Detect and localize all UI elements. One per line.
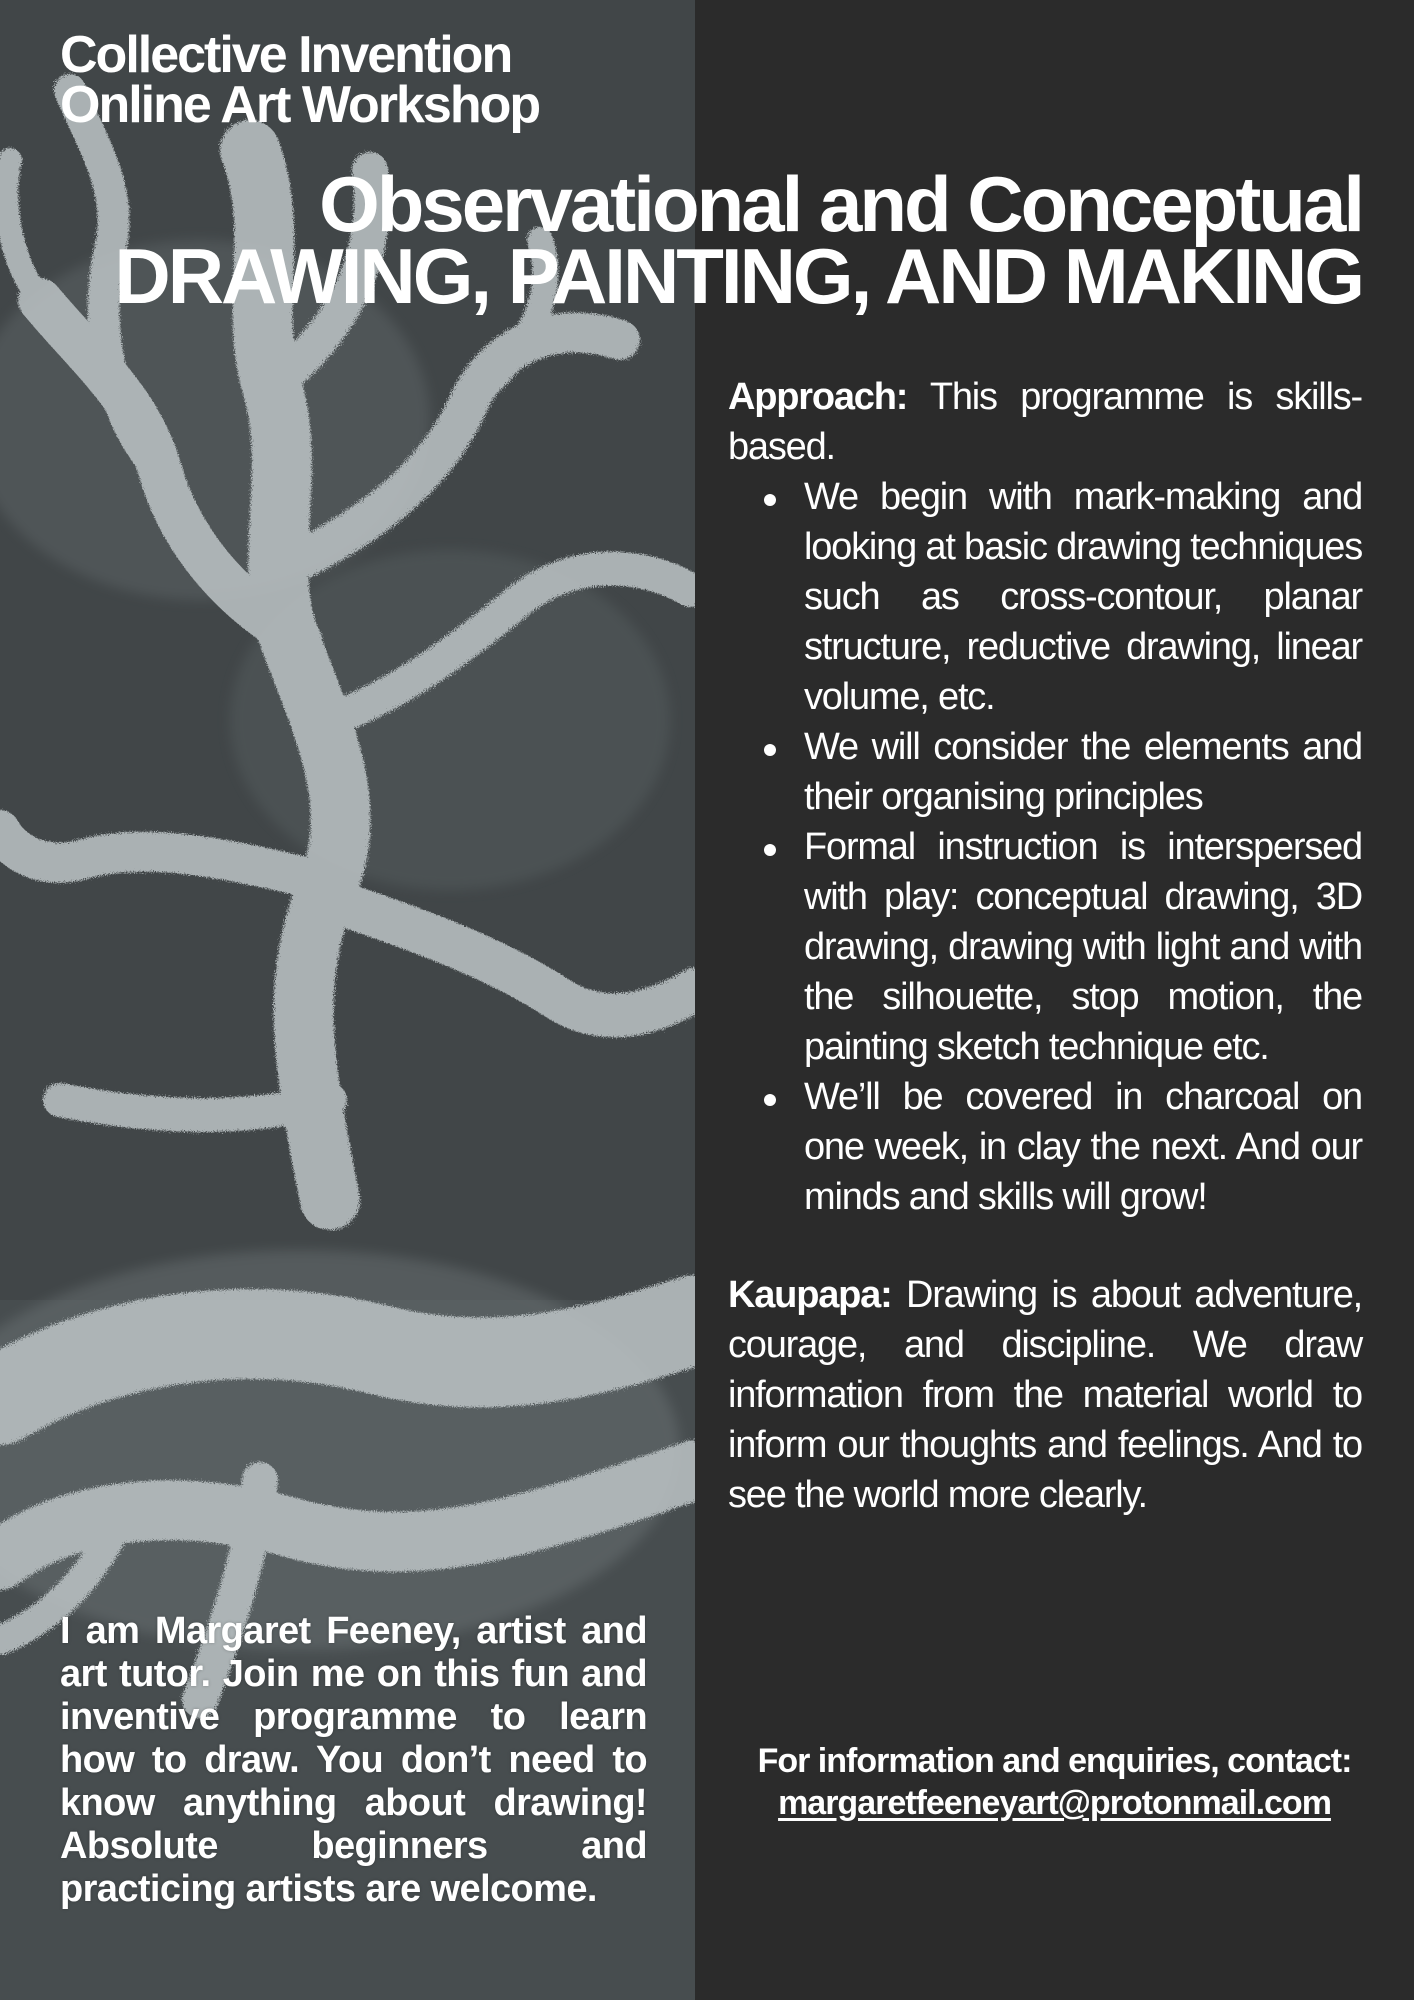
- list-item: [728, 1072, 1362, 1222]
- section-spacer: [728, 1222, 1362, 1270]
- title-line-1: Observational and Conceptual: [319, 160, 1362, 248]
- list-item-text: We begin with mark-making and looking at basic drawing techniques such as cross-contour, planar structure, reductive drawing, linear volume, etc.: [804, 476, 1362, 718]
- workshop-header: [60, 26, 540, 134]
- list-item-text: We will consider the elements and their organising principles: [804, 726, 1362, 818]
- list-item-text: We’ll be covered in charcoal on one week, in clay the next. And our minds and skills will grow!: [804, 1076, 1362, 1218]
- approach-paragraph: [728, 372, 1362, 472]
- list-item-text: Formal instruction is interspersed with play: conceptual drawing, 3D drawing, drawing with light and with the silhouette, stop motion, the painting sketch technique etc.: [804, 826, 1362, 1068]
- email-link[interactable]: margaretfeeneyart@protonmail.com: [778, 1784, 1331, 1822]
- approach-text: This programme is skills-based.: [728, 376, 1362, 468]
- main-title: [114, 160, 1362, 320]
- bullet-icon: [764, 844, 776, 856]
- contact-label: For information and enquiries, contact:: [757, 1742, 1352, 1780]
- title-line-2: DRAWING, PAINTING, AND MAKING: [114, 232, 1362, 320]
- header-line-2: Online Art Workshop: [60, 76, 540, 134]
- list-item: [728, 722, 1362, 822]
- bullet-icon: [764, 1094, 776, 1106]
- kaupapa-text: Drawing is about adventure, courage, and discipline. We draw information from the material world to inform our thoughts and feelings. And to see the world more clearly.: [728, 1274, 1362, 1516]
- bullet-icon: [764, 744, 776, 756]
- contact-block: [695, 1740, 1414, 1824]
- kaupapa-paragraph: [728, 1270, 1362, 1520]
- bullet-icon: [764, 494, 776, 506]
- header-line-1: Collective Invention: [60, 26, 512, 84]
- kaupapa-label: Kaupapa:: [728, 1274, 892, 1316]
- program-description: [728, 372, 1362, 1520]
- approach-label: Approach:: [728, 376, 908, 418]
- artist-bio: I am Margaret Feeney, artist and art tutor. Join me on this fun and inventive programme to learn how to draw. You don’t need to know anything about drawing! Absolute beginners and practicing artists are welcome.: [60, 1610, 647, 1910]
- list-item: [728, 472, 1362, 722]
- approach-list: [728, 472, 1362, 1222]
- list-item: [728, 822, 1362, 1072]
